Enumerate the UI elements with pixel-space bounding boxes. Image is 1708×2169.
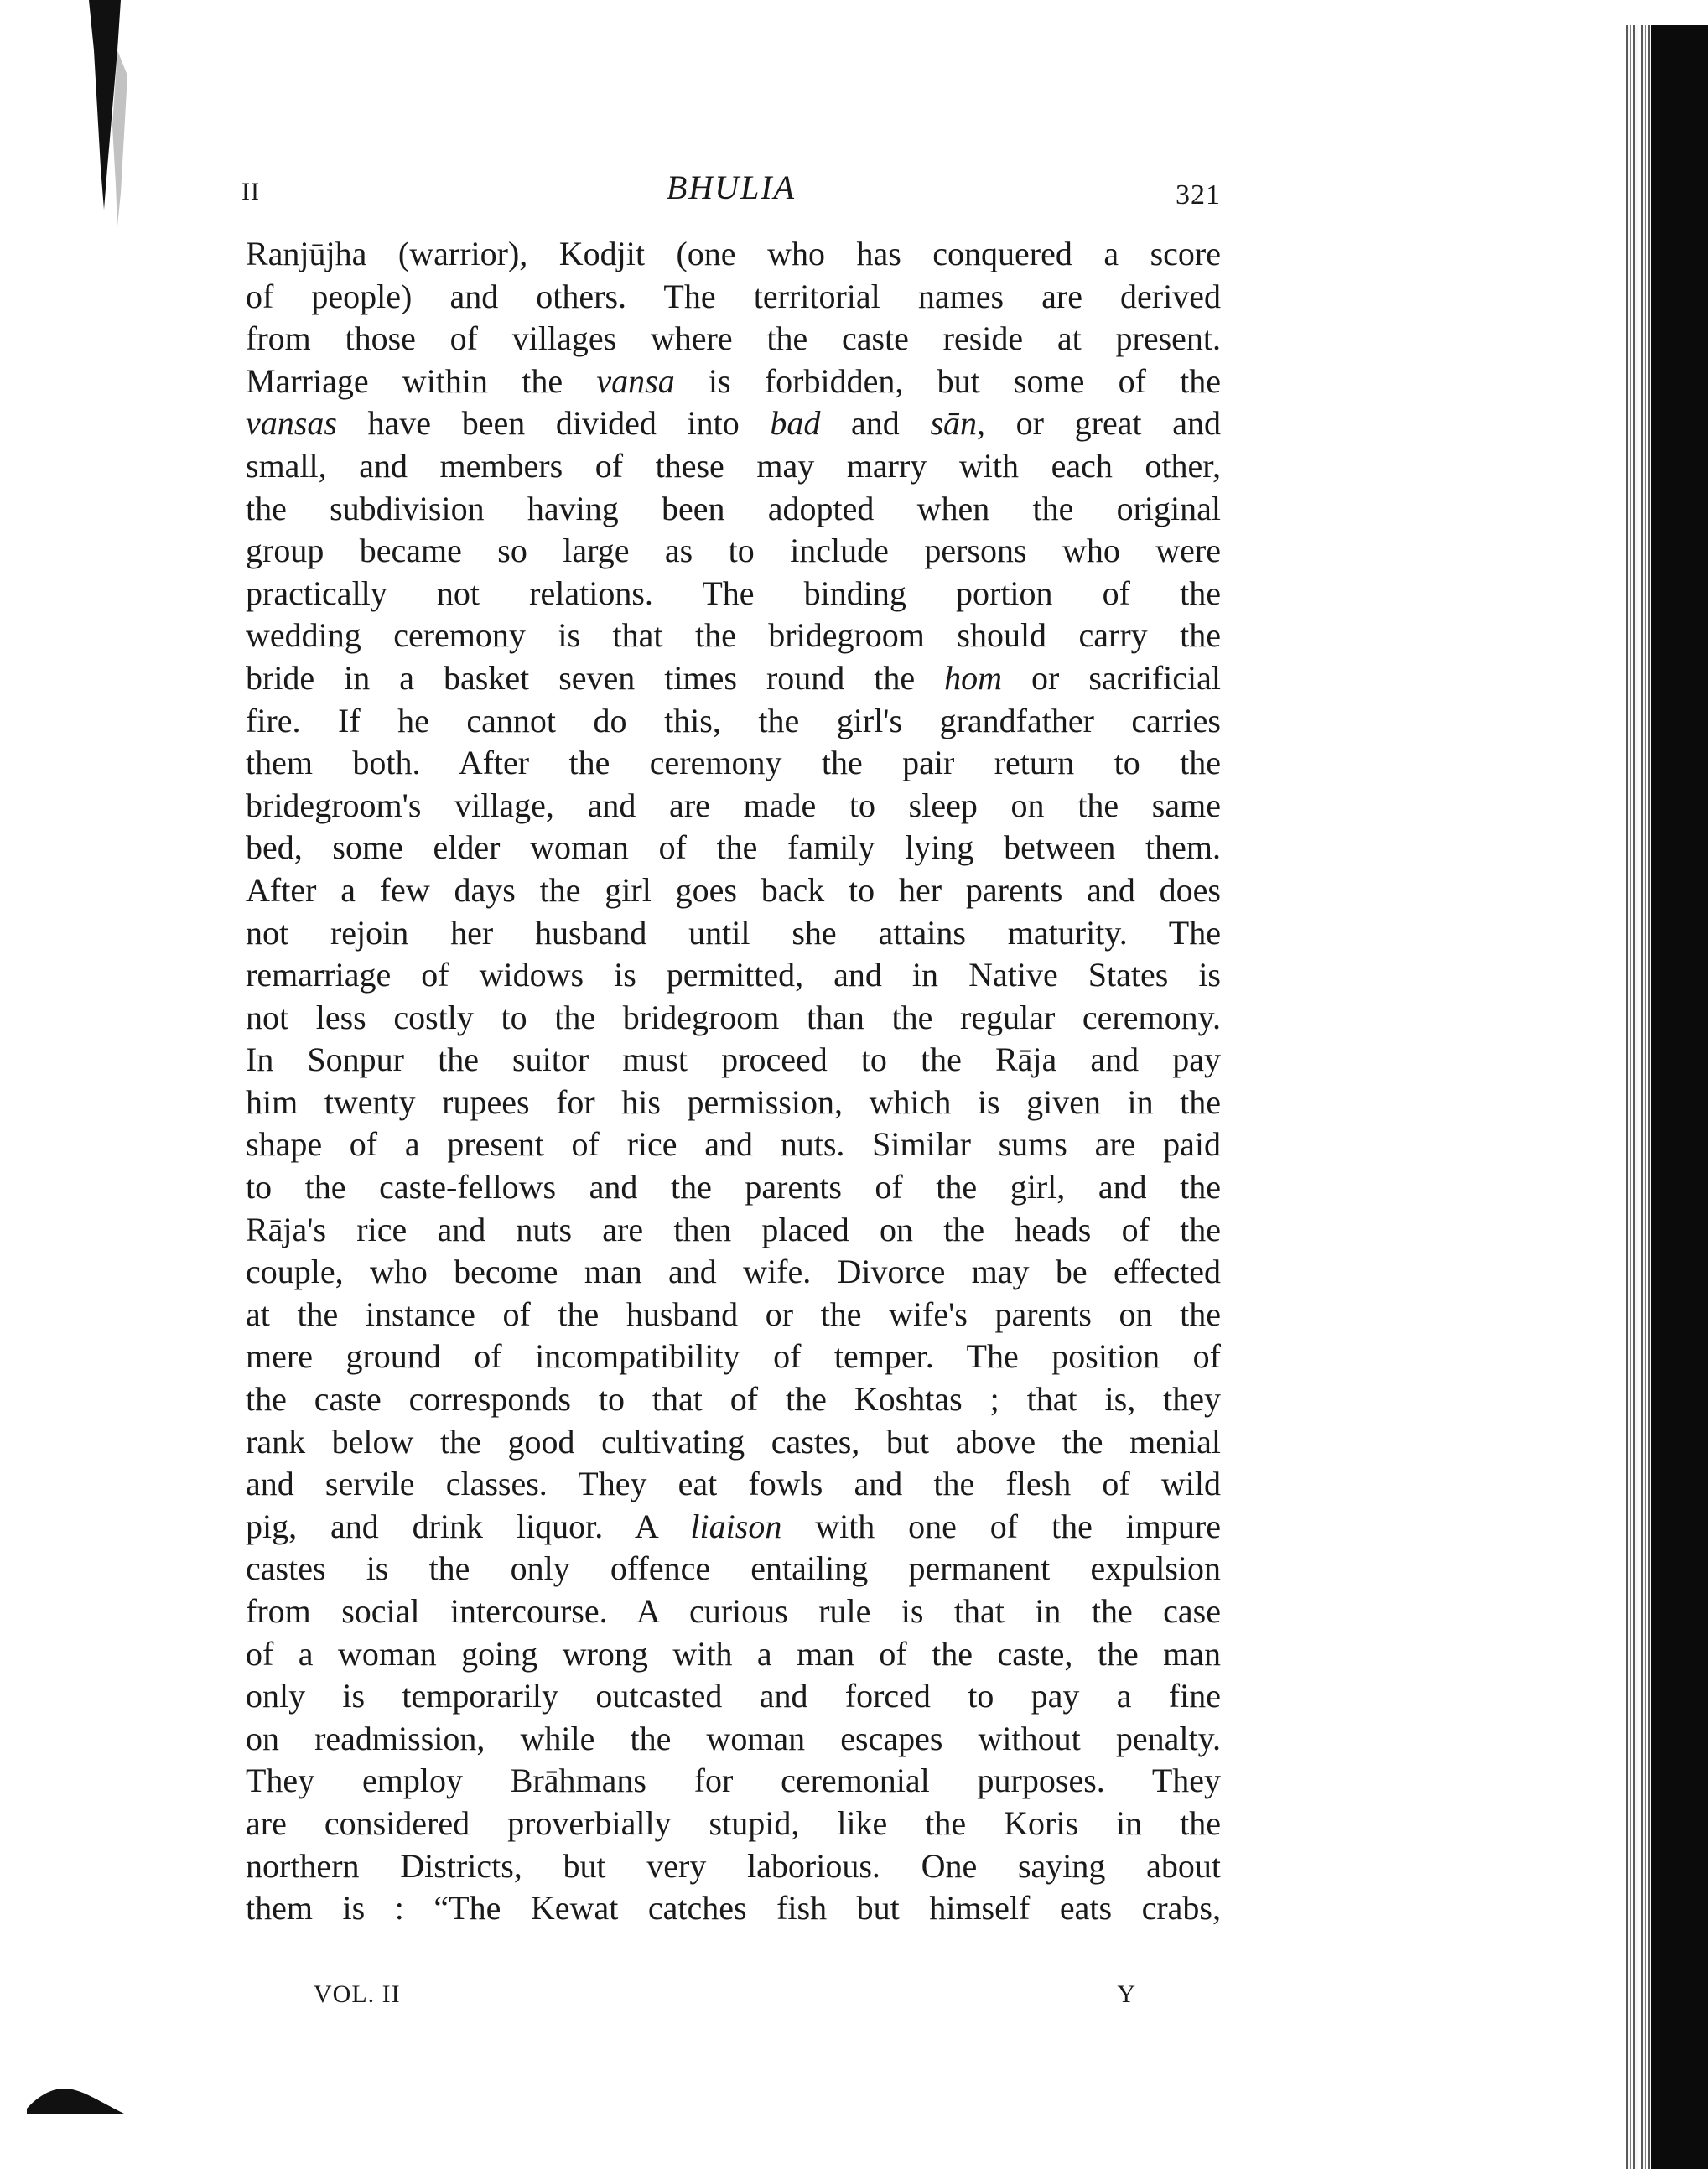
- text-line: bed, some elder woman of the family lying between them.: [246, 828, 1221, 867]
- scan-edge-bar: [1651, 25, 1708, 2169]
- text-line: the caste corresponds to that of the Koshtas ; that is, they: [246, 1380, 1221, 1419]
- part-number: II: [241, 178, 260, 205]
- text-line: him twenty rupees for his permission, which is given in the: [246, 1082, 1221, 1121]
- page-title: BHULIA: [666, 169, 797, 206]
- text-line: not rejoin her husband until she attains maturity. The: [246, 913, 1221, 952]
- text-line: group became so large as to include persons who were: [246, 532, 1221, 570]
- text-line: are considered proverbially stupid, like the Koris in the: [246, 1803, 1221, 1842]
- text-line: only is temporarily outcasted and forced to pay a fine: [246, 1677, 1221, 1715]
- text-line: They employ Brāhmans for ceremonial purposes. They: [246, 1762, 1221, 1800]
- text-line: rank below the good cultivating castes, but above the menial: [246, 1422, 1221, 1461]
- running-header: [241, 168, 1221, 218]
- text-line: castes is the only offence entailing permanent expulsion: [246, 1549, 1221, 1588]
- text-line: bridegroom's village, and are made to sleep on the same: [246, 786, 1221, 824]
- signature-footer: [314, 1980, 1135, 2021]
- text-line: After a few days the girl goes back to her parents and does: [246, 870, 1221, 909]
- text-line: vansas have been divided into bad and sān, or great and: [246, 404, 1221, 443]
- body-text: [246, 233, 1221, 1930]
- text-line: at the instance of the husband or the wife's parents on the: [246, 1295, 1221, 1333]
- text-line: In Sonpur the suitor must proceed to the Rāja and pay: [246, 1040, 1221, 1079]
- text-line: wedding ceremony is that the bridegroom should carry the: [246, 616, 1221, 655]
- text-line: shape of a present of rice and nuts. Similar sums are paid: [246, 1125, 1221, 1164]
- text-line: from social intercourse. A curious rule is that in the case: [246, 1592, 1221, 1630]
- text-line: Rāja's rice and nuts are then placed on the heads of the: [246, 1210, 1221, 1248]
- text-line: them both. After the ceremony the pair return to the: [246, 744, 1221, 782]
- volume-signature: VOL. II: [314, 1980, 401, 2008]
- text-line: practically not relations. The binding portion of the: [246, 573, 1221, 612]
- text-line: not less costly to the bridegroom than the regular ceremony.: [246, 998, 1221, 1036]
- text-line: bride in a basket seven times round the hom or sacrificial: [246, 658, 1221, 697]
- text-line: of people) and others. The territorial names are derived: [246, 277, 1221, 315]
- text-line: pig, and drink liquor. A liaison with one of the impure: [246, 1507, 1221, 1545]
- text-line: of a woman going wrong with a man of the caste, the man: [246, 1634, 1221, 1673]
- text-line: from those of villages where the caste reside at present.: [246, 319, 1221, 358]
- text-line: mere ground of incompatibility of temper. The position of: [246, 1337, 1221, 1376]
- text-line: them is : “The Kewat catches fish but himself eats crabs,: [246, 1889, 1221, 1928]
- scan-artifact-mark: [87, 0, 146, 235]
- text-line: to the caste-fellows and the parents of the girl, and the: [246, 1168, 1221, 1206]
- text-line: the subdivision having been adopted when the original: [246, 489, 1221, 527]
- text-line: small, and members of these may marry with each other,: [246, 446, 1221, 485]
- gathering-signature: Y: [1117, 1980, 1135, 2008]
- text-line: remarriage of widows is permitted, and in Native States is: [246, 956, 1221, 994]
- text-line: Marriage within the vansa is forbidden, but some of the: [246, 361, 1221, 400]
- text-line: northern Districts, but very laborious. One saying about: [246, 1846, 1221, 1885]
- text-line: and servile classes. They eat fowls and the flesh of wild: [246, 1465, 1221, 1503]
- text-line: couple, who become man and wife. Divorce may be effected: [246, 1253, 1221, 1291]
- scan-edge-stripes: [1626, 25, 1651, 2169]
- scan-artifact-smudge: [25, 2083, 126, 2117]
- text-line: on readmission, while the woman escapes without penalty.: [246, 1719, 1221, 1757]
- text-line: fire. If he cannot do this, the girl's grandfather carries: [246, 701, 1221, 739]
- page-number: 321: [1176, 179, 1221, 210]
- text-line: Ranjūjha (warrior), Kodjit (one who has conquered a score: [246, 235, 1221, 272]
